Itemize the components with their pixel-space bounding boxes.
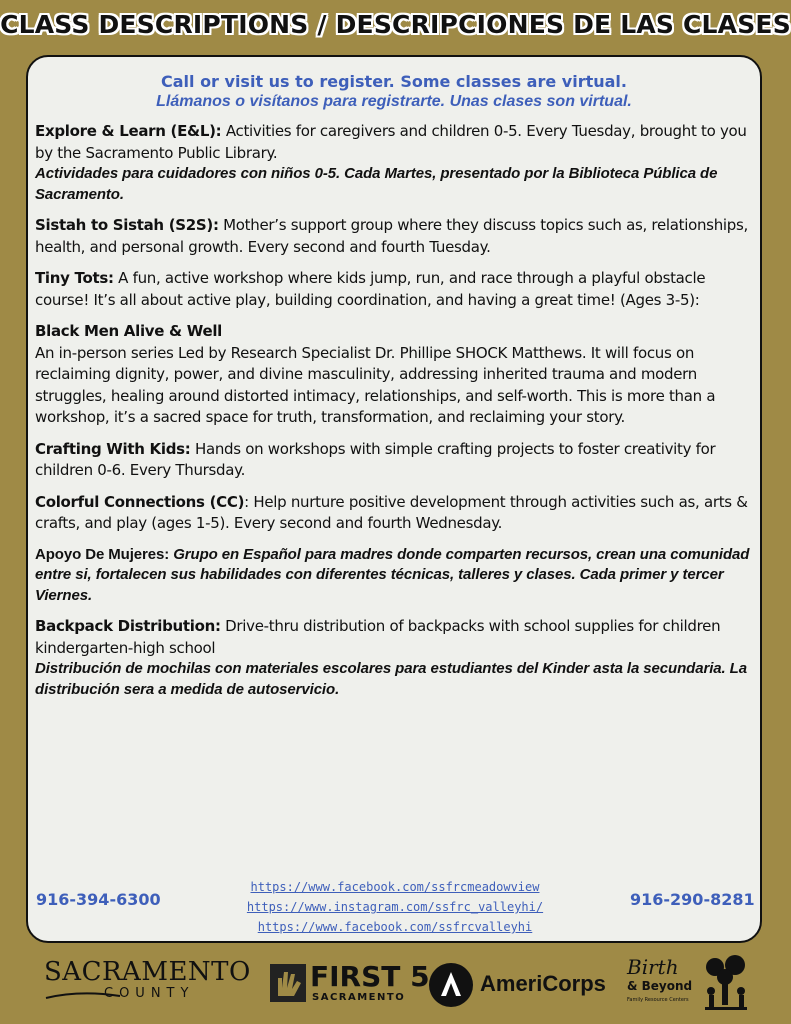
class-description: An in-person series Led by Research Specialist Dr. Phillipe SHOCK Matthews. It will focus on reclaiming dignity, power, and divine masculinity, addressing inherited trauma and modern struggles, healing around distorted intimacy, relationships, and self-worth. This is more than a workshop, it’s a sacred space for truth, transformation, and reclaiming your story. [35, 343, 716, 426]
class-black-men-alive-well [35, 321, 759, 429]
social-links [215, 877, 575, 937]
class-name: Colorful Connections (CC) [35, 492, 245, 511]
class-name: Crafting With Kids: [35, 439, 191, 458]
class-crafting-with-kids [35, 439, 759, 482]
class-description: Mother’s support group where they discuss topics such as, relationships, health, and personal growth. Every second and fourth Tuesday. [35, 216, 748, 256]
americorps-a-icon [428, 962, 474, 1008]
class-description-spanish: Actividades para cuidadores con niños 0-5. Cada Martes, presentado por la Biblioteca Pública de Sacramento. [35, 165, 718, 203]
class-description: Grupo en Español para madres donde comparten recursos, crean una comunidad entre si, fortalecen sus habilidades con diferentes técnicas, talleres y clases. Cada primer y tercer Viernes. [35, 545, 750, 604]
facebook-meadowview-link[interactable]: https://www.facebook.com/ssfrcmeadowview [250, 880, 540, 894]
register-notice-english: Call or visit us to register. Some classes are virtual. [160, 72, 627, 91]
class-description: Drive-thru distribution of backpacks with school supplies for children kindergarten-high school [35, 617, 721, 657]
sponsor-logos [0, 950, 791, 1020]
register-notice [28, 71, 760, 112]
family-tree-icon [701, 955, 751, 1013]
first5-sacramento-logo: FIRST 5 SACRAMENTO [270, 962, 430, 1003]
class-tiny-tots [35, 268, 759, 311]
class-description-spanish: Distribución de mochilas con materiales escolares para estudiantes del Kinder asta la secundaria. La distribución sera a medida de autoservicio. [35, 660, 747, 698]
class-name: Tiny Tots: [35, 269, 114, 287]
class-sistah-to-sistah [35, 215, 759, 258]
class-name: Black Men Alive & Well [35, 322, 223, 340]
class-description: Hands on workshops with simple crafting projects to foster creativity for children 0-6. Every Thursday. [35, 439, 716, 479]
register-notice-spanish: Llámanos o visítanos para registrarte. Unas clases son virtual. [156, 93, 632, 110]
americorps-logo: AmeriCorps [428, 962, 474, 1012]
class-description: Activities for caregivers and children 0-5. Every Tuesday, brought to you by the Sacramento Public Library. [35, 122, 747, 162]
birth-and-beyond-logo: Birth & Beyond Family Resource Centers [627, 955, 757, 1017]
instagram-valleyhi-link[interactable]: https://www.instagram.com/ssfrc_valleyhi/ [246, 900, 544, 914]
class-explore-learn [35, 121, 759, 205]
class-description: A fun, active workshop where kids jump, run, and race through a playful obstacle course! It’s all about active play, building coordination, and having a great time! (Ages 3-5): [35, 269, 706, 309]
class-name: Sistah to Sistah (S2S): [35, 216, 219, 234]
class-backpack-distribution [35, 616, 759, 700]
class-name: Apoyo De Mujeres: [35, 545, 170, 563]
class-descriptions-panel [26, 55, 762, 943]
facebook-valleyhi-link[interactable]: https://www.facebook.com/ssfrcvalleyhi [257, 920, 533, 934]
phone-right[interactable]: 916-290-8281 [630, 890, 755, 909]
sacramento-county-logo: SACRAMENTO COUNTY [44, 958, 259, 1001]
sacramento-swoosh-icon [40, 952, 250, 1000]
hand-icon [270, 962, 308, 1006]
class-name: Explore & Learn (E&L): [35, 122, 222, 140]
class-list [35, 121, 759, 710]
page-title: CLASS DESCRIPTIONS / DESCRIPCIONES DE LAS CLASES [0, 10, 791, 39]
class-description: : Help nurture positive development through activities such as, arts & crafts, and play (ages 1-5). Every second and fourth Wednesday. [35, 492, 748, 532]
class-name: Backpack Distribution: [35, 617, 221, 635]
class-colorful-connections [35, 492, 759, 535]
phone-left[interactable]: 916-394-6300 [36, 890, 161, 909]
class-apoyo-de-mujeres [35, 545, 759, 607]
